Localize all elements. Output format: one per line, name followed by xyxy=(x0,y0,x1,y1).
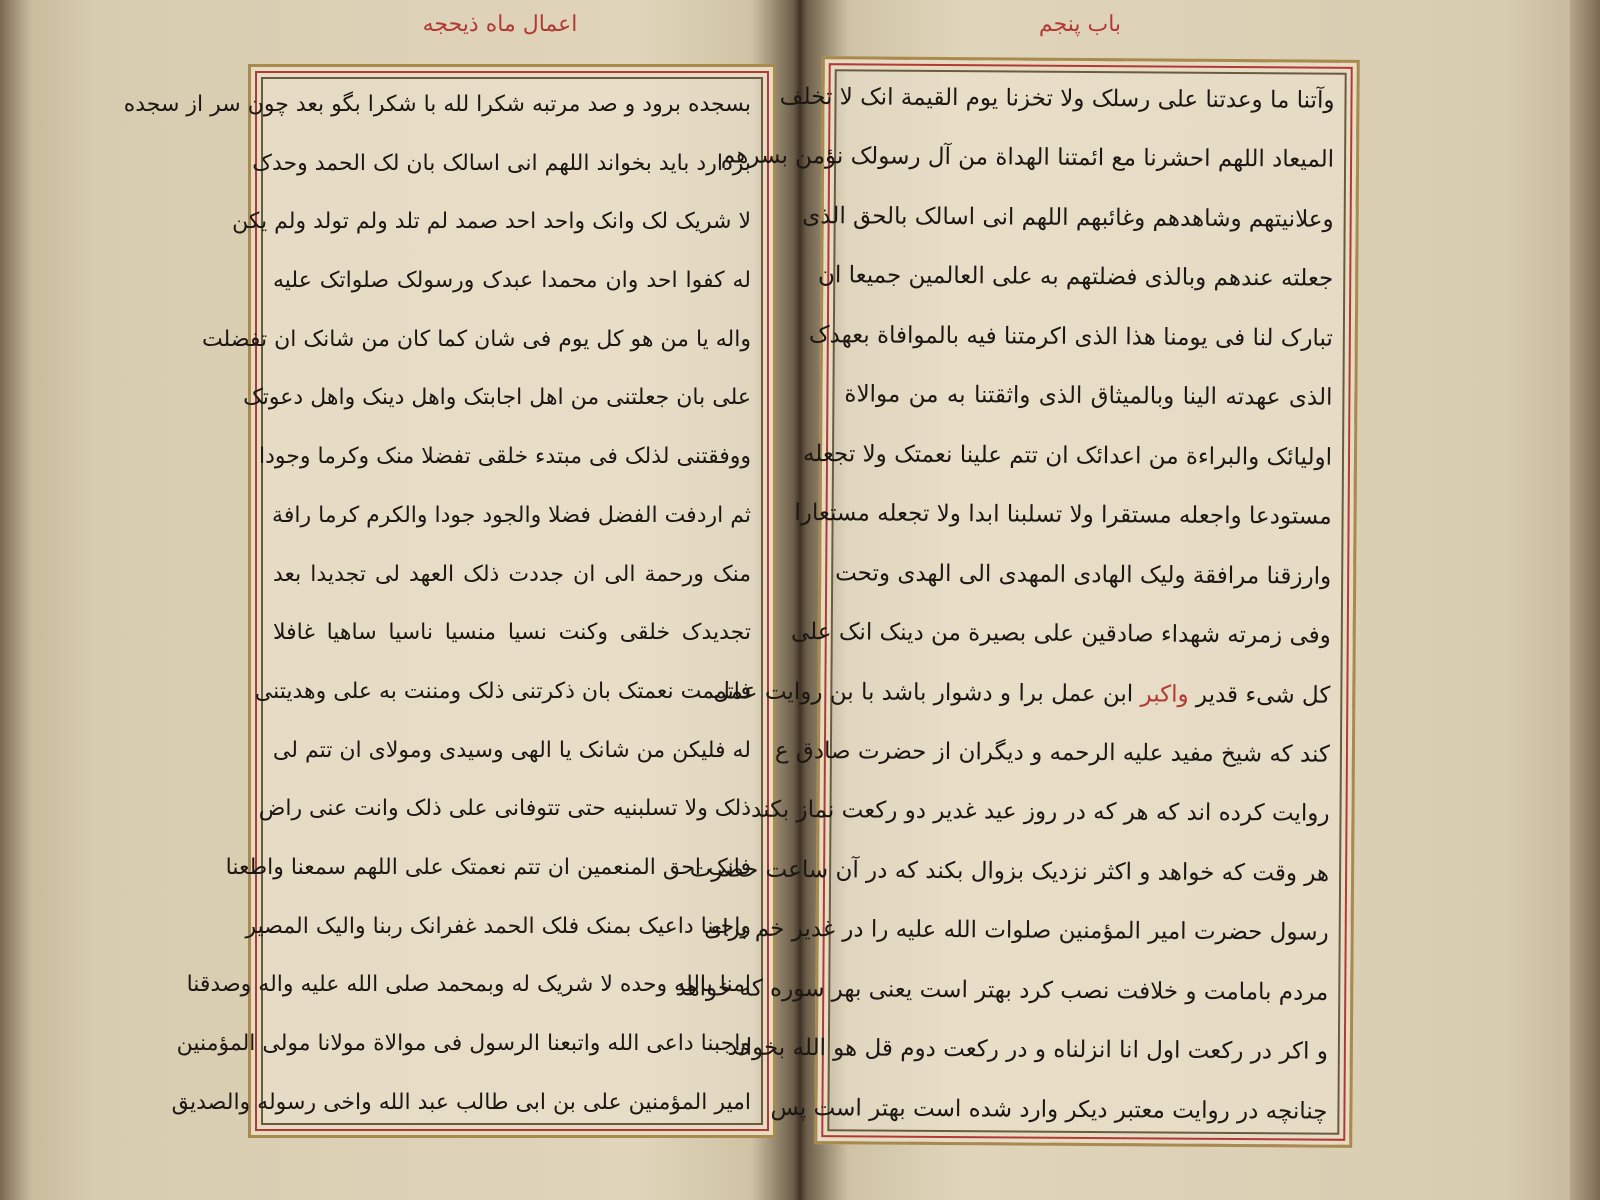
rubricated-word: واکبر xyxy=(1140,680,1189,708)
right-page-text-line: رسول حضرت امیر المؤمنین صلوات الله علیه را در غدیر خم برای xyxy=(704,915,1329,947)
right-page-text-line: اولیائک والبراءة من اعدائک ان تتم علینا نعمتک ولا تجعله xyxy=(802,440,1333,471)
left-page-text-line: تجدیدک خلقی وکنت نسیا منسیا ناسیا ساهیا غافلا xyxy=(273,620,751,646)
left-page-header: اعمال ماه ذیحجه xyxy=(422,12,578,37)
left-page-text-line: واجبنا داعی الله واتبعنا الرسول فی موالاة مولانا مولی المؤمنین xyxy=(176,1031,751,1056)
right-page-edge xyxy=(1570,0,1600,1200)
right-page-text-line: الذی عهدته الینا وبالمیثاق الذی واثقتنا به من موالاة xyxy=(844,381,1333,411)
right-page-text-line: کند که شیخ مفید علیه الرحمه و دیگران از حضرت صادق ع xyxy=(774,737,1331,768)
left-page-text-line: له کفوا احد وان محمدا عبدک ورسولک صلواتک علیه xyxy=(273,268,751,294)
left-page-text-line: منک ورحمة الی ان جددت ذلک العهد لی تجدیدا بعد xyxy=(273,561,751,587)
right-page-text-line: تبارک لنا فی یومنا هذا الذی اکرمتنا فیه بالموافاة بعهدک xyxy=(808,321,1333,352)
right-page-text-line: و اکر در رکعت اول انا انزلناه و در رکعت دوم قل هو الله بخواند xyxy=(727,1034,1328,1065)
left-page-text-line: ثم اردفت الفضل فضلا والجود جودا والکرم کرما رافة xyxy=(272,502,751,528)
left-page-text-line: له فلیکن من شانک یا الهی وسیدی ومولای ان تتم لی xyxy=(272,737,751,763)
right-page-text-line: وعلانیتهم وشاهدهم وغائبهم اللهم انی اسالک بالحق الذی xyxy=(802,202,1334,233)
left-page-text-line: امنا بالله وحده لا شریک له وبمحمد صلی الله علیه واله وصدقنا xyxy=(186,972,751,998)
left-page-edge xyxy=(0,0,22,1200)
left-page-text-line: امیر المؤمنین علی بن ابی طالب عبد الله واخی رسوله والصدیق xyxy=(171,1089,751,1115)
right-page-lines xyxy=(675,83,1335,1125)
right-page-text-block xyxy=(675,56,1360,1148)
left-page-text-line: فانک احق المنعمین ان تتم نعمتک علی اللهم سمعنا واطعنا xyxy=(225,854,751,880)
right-page-text-line: مردم بامامت و خلافت نصب کرد بهتر است یعنی بهر سوره که خواهد xyxy=(675,974,1329,1006)
right-page-text-line: چنانچه در روایت معتبر دیکر وارد شده است بهتر است پس xyxy=(770,1094,1328,1125)
right-page-text-line: المیعاد اللهم احشرنا مع ائمتنا الهداة من آل رسولک نؤمن بسرهم xyxy=(720,142,1335,174)
left-page-text-line: ووفقتنی لذلک فی مبتدء خلقی تفضلا منک وکرما وجودا xyxy=(258,444,751,470)
right-page-header: باب پنجم xyxy=(1038,12,1122,37)
left-page-text-line: واله یا من هو کل یوم فی شان کما کان من شانک ان تفضلت xyxy=(201,326,751,352)
right-page-text-line: روایت کرده اند که هر که در روز عید غدیر دو رکعت نماز بکند xyxy=(751,797,1330,828)
right-page-text-line: هر وقت که خواهد و اکثر نزدیک بزوال بکند که در آن ساعت حضرت xyxy=(689,856,1330,887)
left-page-lines xyxy=(123,92,751,1115)
left-page-text-line: فاتممت نعمتک بان ذکرتنی ذلک ومننت به علی وهدیتنی xyxy=(254,678,751,704)
left-page-text-line: واجبنا داعیک بمنک فلک الحمد غفرانک ربنا والیک المصیر xyxy=(245,913,751,939)
left-page-text-line: لا شریک لک وانک واحد احد صمد لم تلد ولم تولد ولم یکن xyxy=(232,209,751,235)
left-page-text-line: ذلک ولا تسلبنیه حتی تتوفانی علی ذلک وانت عنی راض xyxy=(258,796,751,822)
right-page-text-line: جعلته عندهم وبالذی فضلتهم به علی العالمین جمیعا ان xyxy=(817,262,1334,293)
left-page-text-line: بردارد باید بخواند اللهم انی اسالک بان لک الحمد وحدک xyxy=(252,150,751,176)
right-page-text-line: کل شیء قدیر واکبر ابن عمل برا و دشوار باشد با بن روایت عمل xyxy=(713,677,1331,709)
left-page-text-line: علی بان جعلتنی من اهل اجابتک واهل دینک واهل دعوتک xyxy=(243,385,751,411)
left-page-text-line: بسجده برود و صد مرتبه شکرا لله با شکرا بگو بعد چون سر از سجده xyxy=(123,92,751,117)
right-page-text-line: وفی زمرته شهداء صادقین علی بصیرة من دینک انک علی xyxy=(790,619,1331,649)
right-page-text-line: وآتنا ما وعدتنا علی رسلک ولا تخزنا یوم القیمة انک لا تخلف xyxy=(779,83,1335,114)
right-page-text-line: مستودعا واجعله مستقرا ولا تسلبنا ابدا ولا تجعله مستعارا xyxy=(794,500,1332,530)
right-page-text-line: وارزقنا مرافقة ولیک الهادی المهدی الی الهدی وتحت xyxy=(835,559,1332,590)
